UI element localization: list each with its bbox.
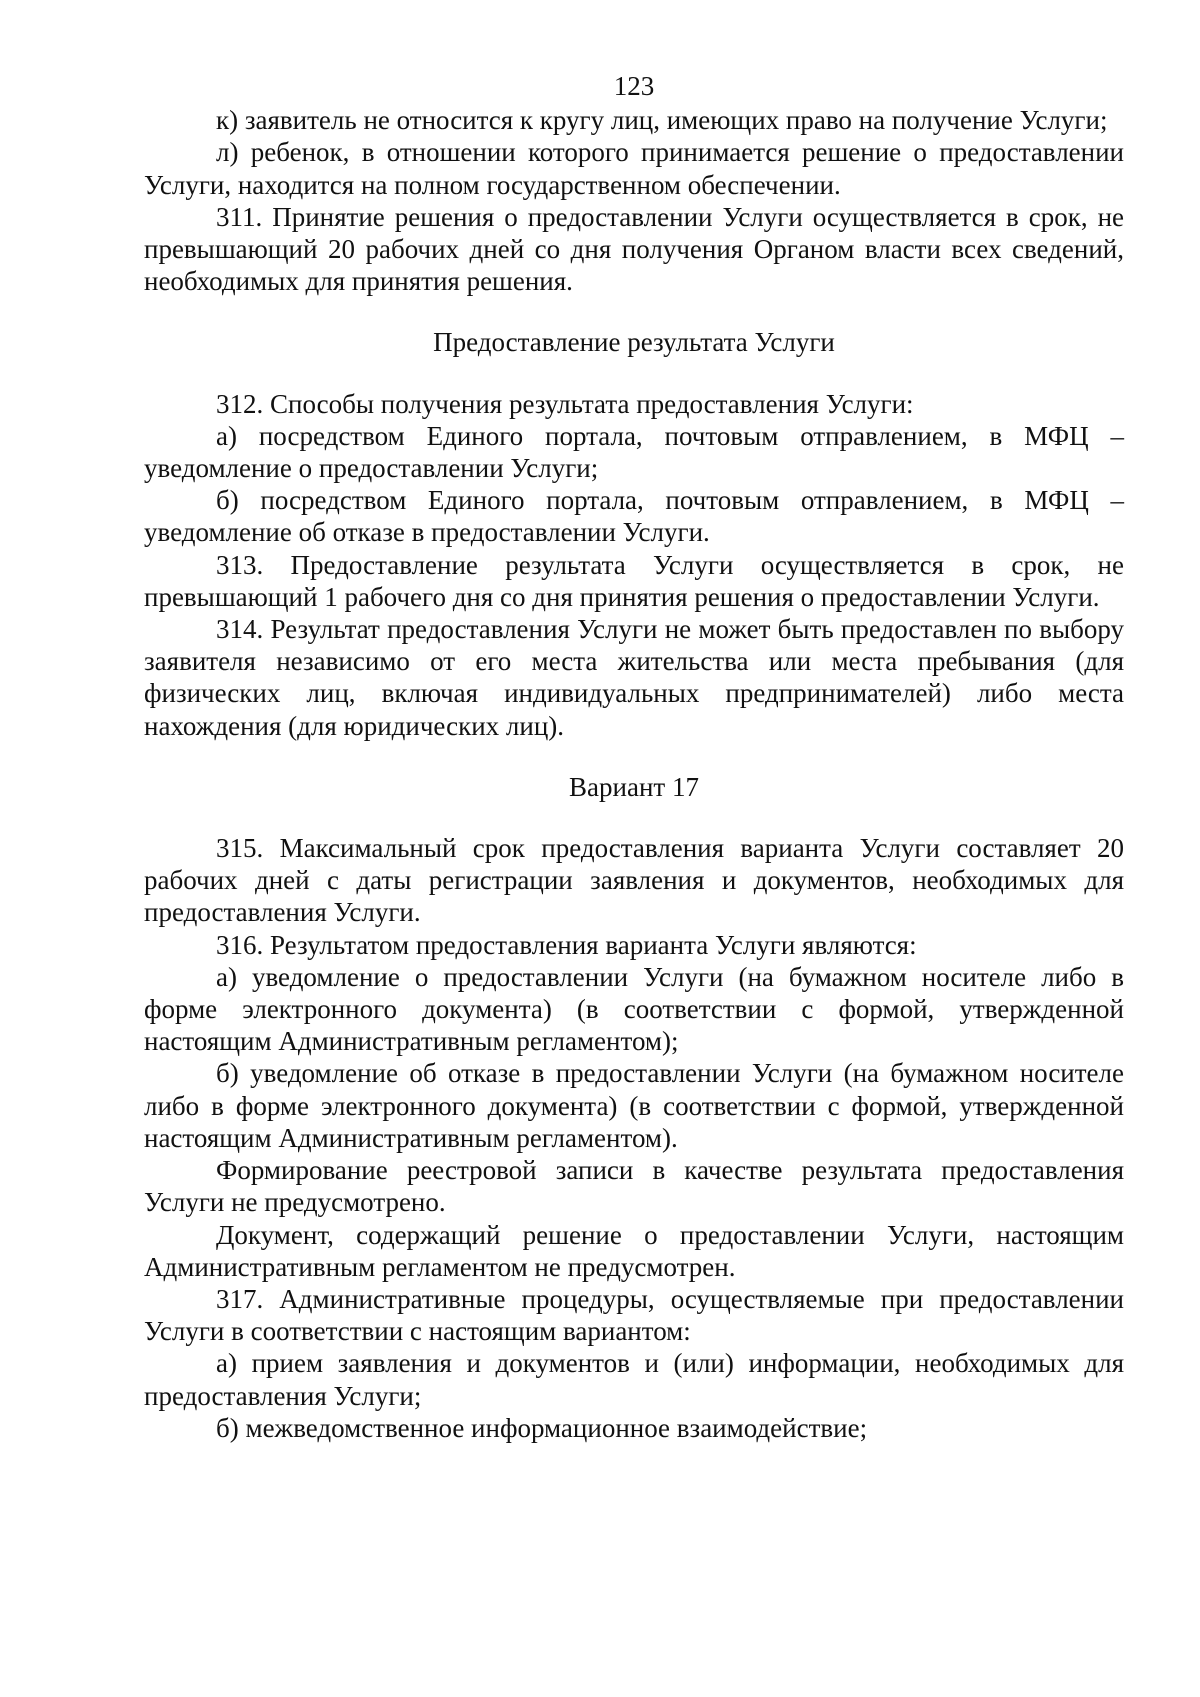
paragraph-316-a: а) уведомление о предоставлении Услуги (на бумажном носителе либо в форме электронного документа) (в соответствии с формой, утвержденной настоящим Административным регламентом);: [144, 961, 1124, 1057]
paragraph-registry: Формирование реестровой записи в качестве результата предоставления Услуги не предусмотрено.: [144, 1155, 1124, 1218]
page-number: 123: [613, 71, 655, 101]
paragraph-313: 313. Предоставление результата Услуги осуществляется в срок, не превышающий 1 рабочего дня со дня принятия решения о предоставлении Услуги.: [144, 549, 1124, 612]
paragraph-311: 311. Принятие решения о предоставлении Услуги осуществляется в срок, не превышающий 20 рабочих дней со дня получения Органом власти всех сведений, необходимых для принятия решения.: [144, 201, 1124, 297]
paragraph-k: к) заявитель не относится к кругу лиц, имеющих право на получение Услуги;: [216, 105, 1108, 136]
section-heading-variant: Вариант 17: [569, 771, 699, 802]
paragraph-317-b: б) межведомственное информационное взаимодействие;: [216, 1412, 868, 1443]
paragraph-317: 317. Административные процедуры, осуществляемые при предоставлении Услуги в соответствии с настоящим вариантом:: [144, 1283, 1124, 1347]
paragraph-317-a: а) прием заявления и документов и (или) информации, необходимых для предоставления Услуги;: [144, 1348, 1124, 1411]
paragraph-312-b: б) посредством Единого портала, почтовым отправлением, в МФЦ – уведомление об отказе в предоставлении Услуги.: [144, 485, 1124, 548]
paragraph-312: 312. Способы получения результата предоставления Услуги:: [216, 388, 914, 419]
paragraph-316: 316. Результатом предоставления варианта Услуги являются:: [216, 929, 917, 960]
paragraph-314: 314. Результат предоставления Услуги не может быть предоставлен по выбору заявителя независимо от его места жительства или места пребывания (для физических лиц, включая индивидуальных предпринимателей) либо места нахождения (для юридических лиц).: [144, 614, 1124, 741]
paragraph-document: Документ, содержащий решение о предоставлении Услуги, настоящим Административным регламентом не предусмотрен.: [144, 1219, 1124, 1282]
paragraph-312-a: а) посредством Единого портала, почтовым отправлением, в МФЦ – уведомление о предоставлении Услуги;: [144, 420, 1124, 484]
paragraph-l: л) ребенок, в отношении которого принимается решение о предоставлении Услуги, находится на полном государственном обеспечении.: [144, 137, 1124, 200]
paragraph-315: 315. Максимальный срок предоставления варианта Услуги составляет 20 рабочих дней с даты регистрации заявления и документов, необходимых для предоставления Услуги.: [144, 833, 1124, 928]
paragraph-316-b: б) уведомление об отказе в предоставлении Услуги (на бумажном носителе либо в форме электронного документа) (в соответствии с формой, утвержденной настоящим Административным регламентом).: [144, 1058, 1124, 1153]
section-heading-result: Предоставление результата Услуги: [433, 327, 835, 358]
document-page: [144, 70, 1124, 1444]
